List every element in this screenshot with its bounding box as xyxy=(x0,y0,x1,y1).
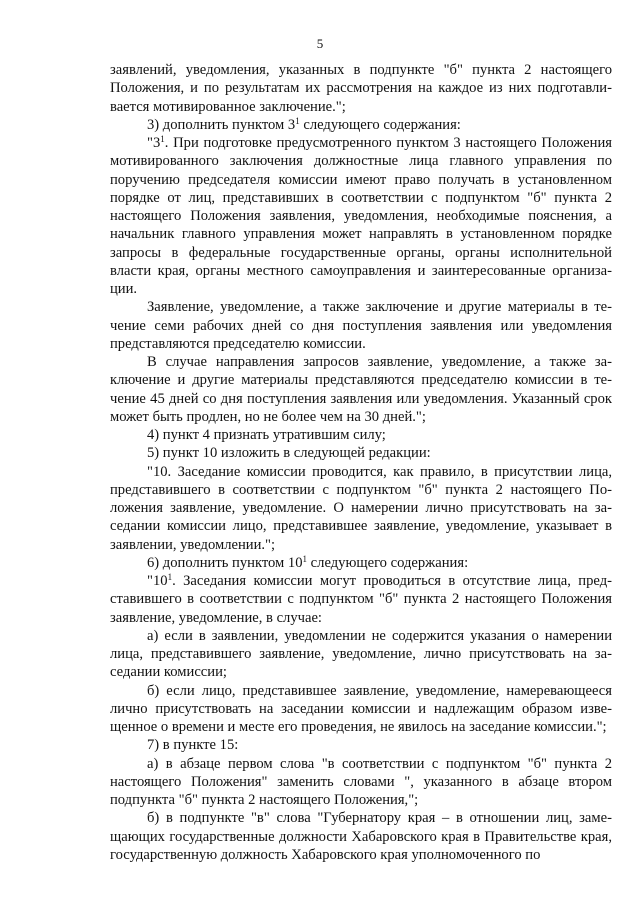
paragraph-1: заявлений, уведомления, указанных в подпункте "б" пункта 2 настоящего Положения, и по результатам их рассмотрения на каждое из них подготавливается мотивированное заключение."; xyxy=(110,62,612,115)
document-body xyxy=(110,61,612,864)
paragraph-5: В случае направления запросов заявление, уведомление, а также заключение и другие материалы представляются председателю комиссии в течение 45 дней со дня поступления заявления или уведомления. Указанный срок может быть продлен, но не более чем на 30 дней."; xyxy=(110,354,612,425)
paragraph-8: "10. Заседание комиссии проводится, как правило, в присутствии лица, представившего в соответствии с подпунктом "б" пункта 2 настоящего Положения заявление, уведомление. О намерении лично присутствовать на заседании комиссии лицо, представившее заявление, уведомление, указывает в заявлении, уведомлении."; xyxy=(110,463,612,553)
paragraph-9 xyxy=(110,554,612,572)
paragraph-3-text-end: . При подготовке предусмотренного пунктом 3 настоящего Положения мотивированного заключения должностные лица главного управления по поручению председателя комиссии имеют право получать в установленном порядке от лиц, представивших в соответствии с подпунктом "б" пункта 2 настоящего Положения заявления, уведомления, необходимые пояснения, а начальник главного управления может направлять в установленном порядке запросы в федеральные государственные органы, органы исполнительной власти края, органы местного самоуправления и заинтересованные организации. xyxy=(110,135,612,297)
paragraph-3 xyxy=(110,134,612,298)
paragraph-10-text-end: . Заседания комиссии могут проводиться в отсутствие лица, представившего в соответствии с подпунктом "б" пункта 2 настоящего Положения заявление, уведомление, в случае: xyxy=(110,573,612,626)
superscript-marker: 1 xyxy=(160,134,165,144)
superscript-marker: 1 xyxy=(302,553,308,564)
paragraph-10 xyxy=(110,572,612,627)
paragraph-4: Заявление, уведомление, а также заключение и другие материалы в течение семи рабочих дней со дня поступления заявления или уведомления представляются председателю комиссии. xyxy=(110,299,612,352)
superscript-marker: 1 xyxy=(167,572,173,582)
paragraph-9-text: 6) дополнить пунктом 10 xyxy=(147,554,303,571)
paragraph-11: а) если в заявлении, уведомлении не содержится указания о намерении лица, представившего заявление, уведомление, лично присутствовать на заседании комиссии; xyxy=(110,627,612,681)
paragraph-7: 5) пункт 10 изложить в следующей редакции: xyxy=(147,445,431,462)
paragraph-9-text-end: следующего содержания: xyxy=(307,554,469,571)
paragraph-2-text: 3) дополнить пунктом 3 xyxy=(147,116,296,133)
paragraph-2-text-end: следующего содержания: xyxy=(299,116,461,133)
page-number: 5 xyxy=(316,36,324,51)
paragraph-14: а) в абзаце первом слова "в соответствии с подпунктом "б" пункта 2 настоящего Положения" заменить словами ", указанного в абзаце втором подпункта "б" пункта 2 настоящего Положения,"; xyxy=(110,755,612,808)
paragraph-12: б) если лицо, представившее заявление, уведомление, намеревающееся лично присутствовать на заседании комиссии и надлежащим образом извещенное о времени и месте его проведения, не явилось на заседание комиссии."; xyxy=(110,682,612,735)
superscript-marker: 1 xyxy=(295,115,300,126)
paragraph-15: б) в подпункте "в" слова "Губернатору края – в отношении лиц, замещающих государственные должности Хабаровского края в Правительстве края, государственную должность Хабаровского края уполномоченного по xyxy=(110,810,612,863)
paragraph-3-text: "3 xyxy=(147,135,161,151)
paragraph-10-text: "10 xyxy=(147,573,168,589)
paragraph-13: 7) в пункте 15: xyxy=(147,737,239,754)
paragraph-6: 4) пункт 4 признать утратившим силу; xyxy=(147,427,386,443)
paragraph-2 xyxy=(110,116,612,134)
